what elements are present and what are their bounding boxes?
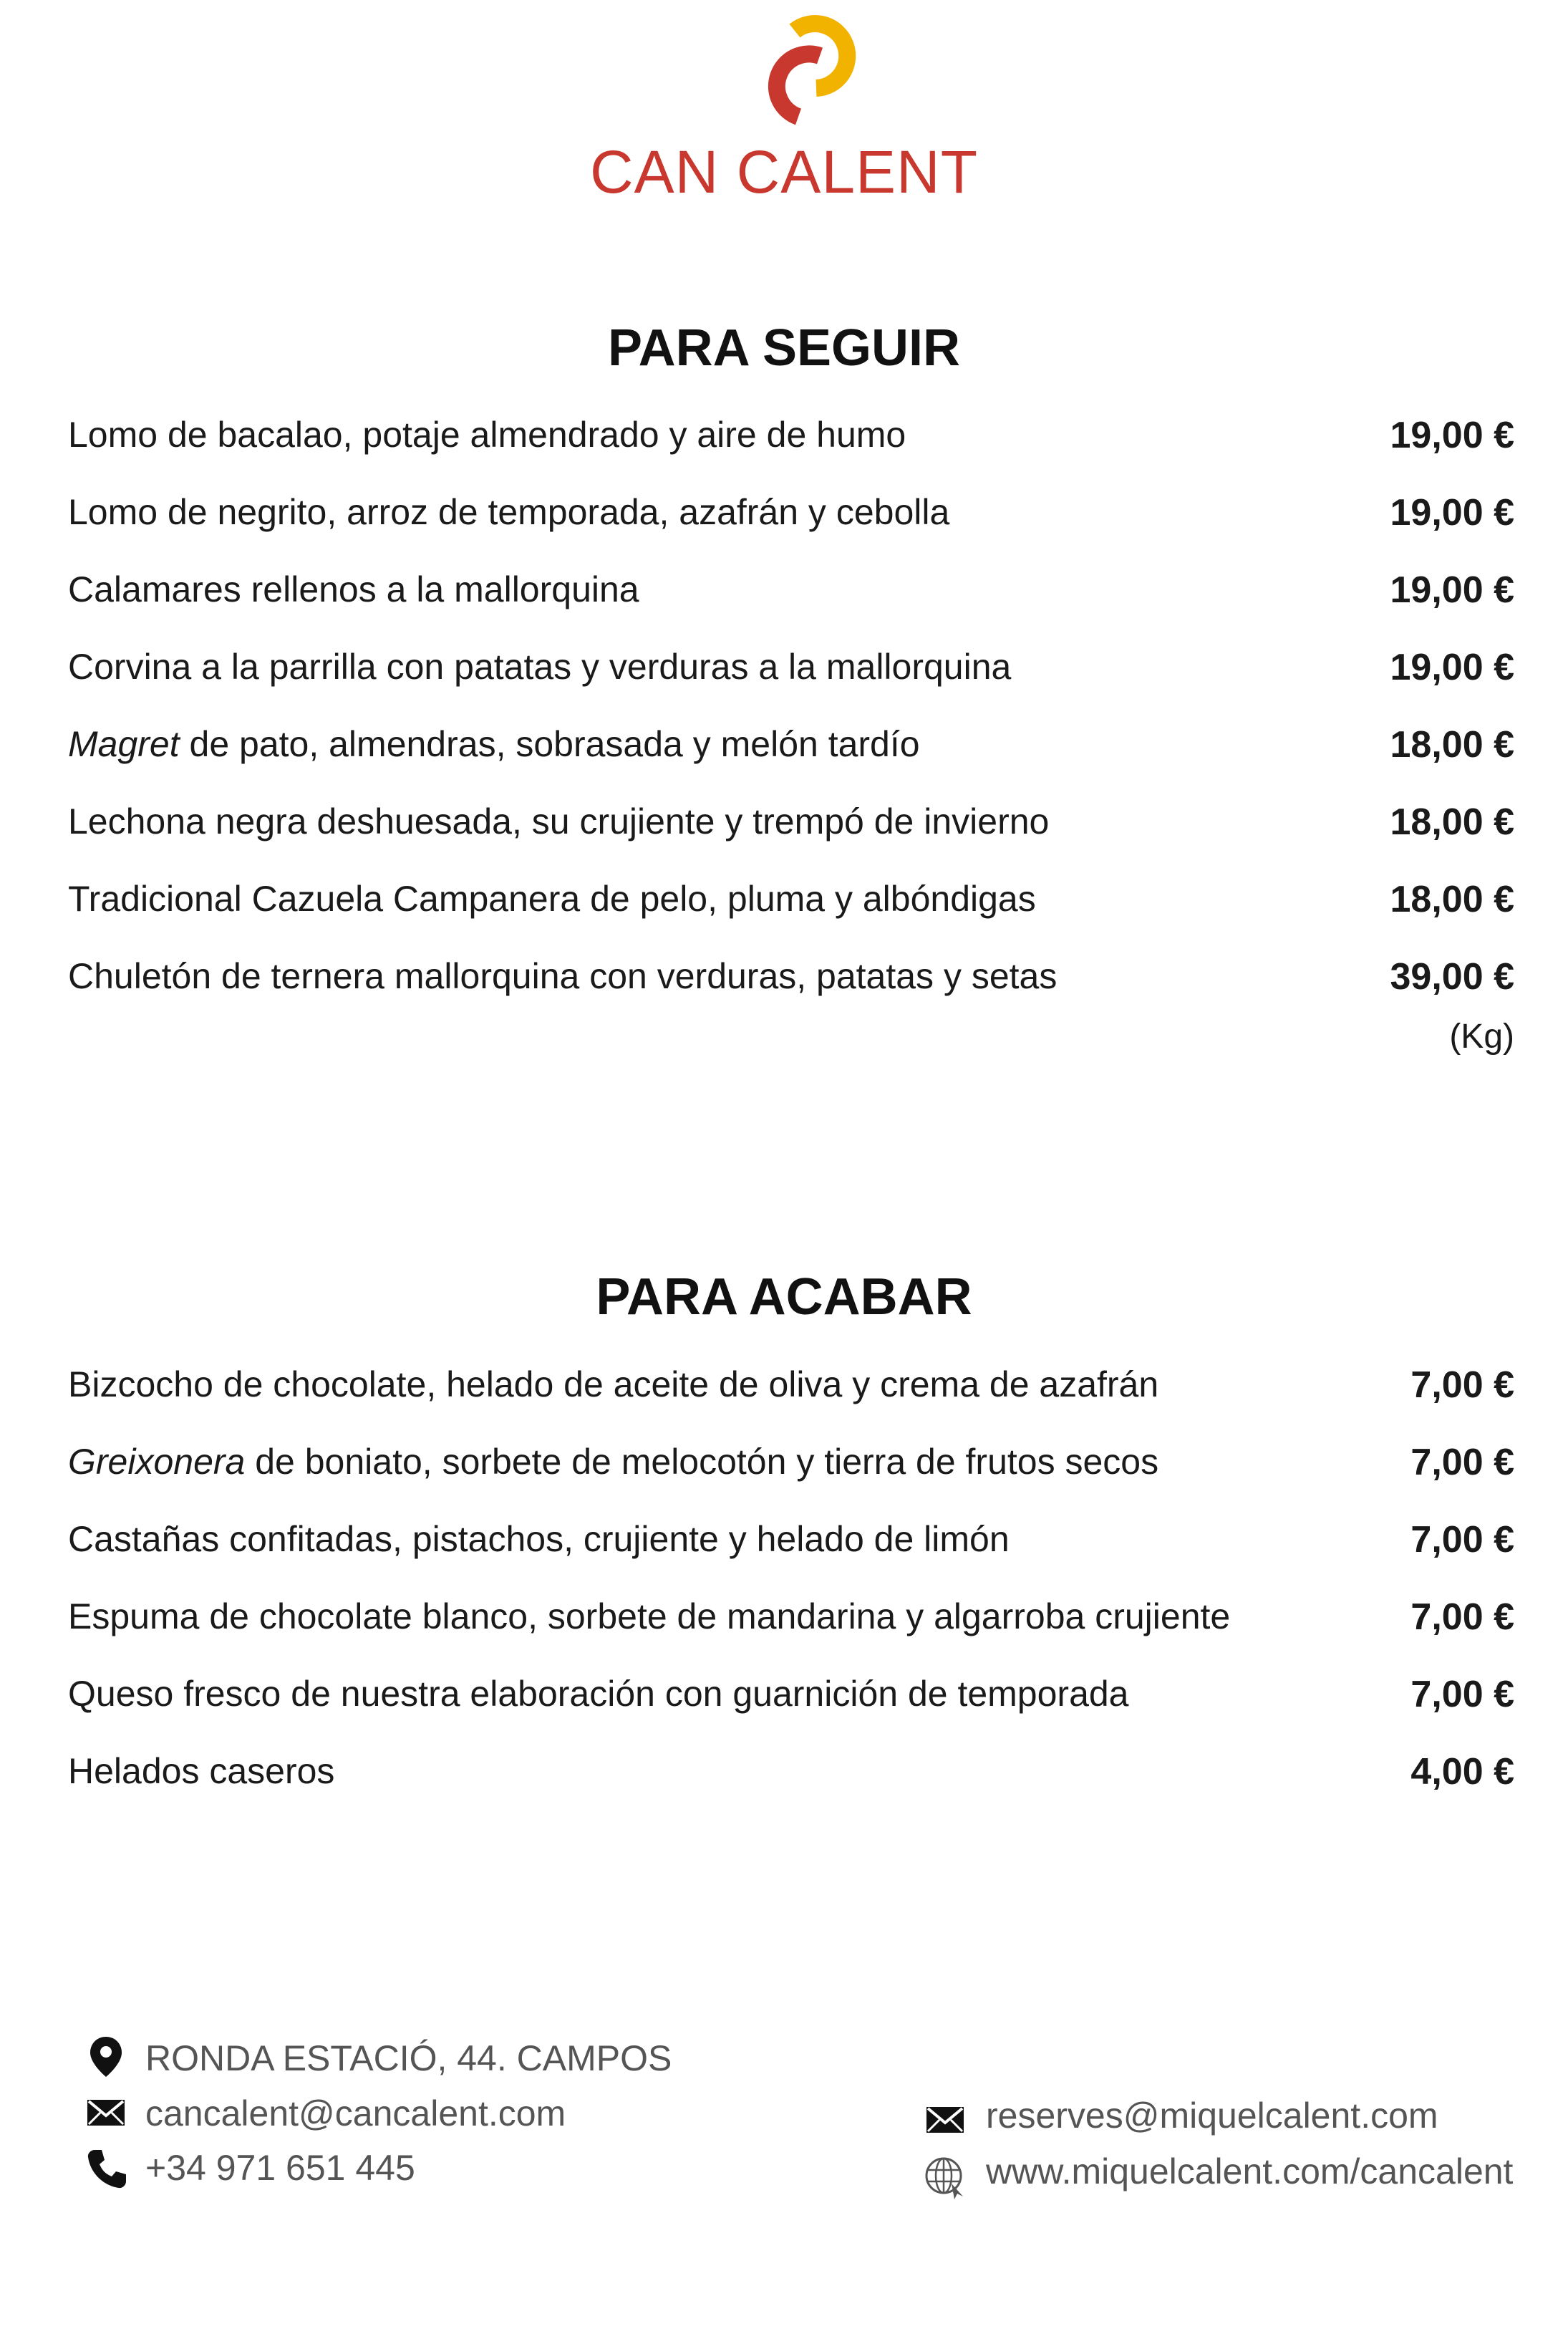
dish-price: 4,00 € xyxy=(1410,1751,1514,1793)
dish-name: Helados caseros xyxy=(68,1751,335,1791)
dish-price: 7,00 € xyxy=(1410,1519,1514,1561)
dish-name: Queso fresco de nuestra elaboración con guarnición de temporada xyxy=(68,1674,1129,1714)
menu-item xyxy=(68,955,1514,1013)
reservations-email-link[interactable]: reserves@miquelcalent.com xyxy=(986,2096,1438,2136)
dish-price: 7,00 € xyxy=(1410,1364,1514,1406)
menu-item xyxy=(68,1518,1514,1576)
website-link[interactable]: www.miquelcalent.com/cancalent xyxy=(986,2151,1514,2191)
location-pin-icon xyxy=(84,2035,127,2078)
section-title-para-seguir: PARA SEGUIR xyxy=(607,319,961,377)
logo xyxy=(0,0,1568,215)
dish-name: Corvina a la parrilla con patatas y verduras a la mallorquina xyxy=(68,647,1012,687)
section-title-para-acabar: PARA ACABAR xyxy=(596,1268,972,1326)
dish-price: 7,00 € xyxy=(1410,1596,1514,1638)
menu-item xyxy=(68,1596,1514,1653)
menu-item xyxy=(68,414,1514,471)
dish-price: 39,00 € xyxy=(1390,956,1514,998)
dish-name: Greixonera de boniato, sorbete de melocotón y tierra de frutos secos xyxy=(68,1442,1159,1482)
globe-icon xyxy=(920,2152,970,2202)
dish-price: 19,00 € xyxy=(1390,569,1514,611)
brand-name: CAN CALENT xyxy=(589,138,979,206)
dish-price: 19,00 € xyxy=(1390,415,1514,456)
dish-price: 7,00 € xyxy=(1410,1442,1514,1483)
phone-icon xyxy=(84,2147,127,2190)
envelope-icon xyxy=(84,2091,127,2134)
dish-name: Lomo de negrito, arroz de temporada, azafrán y cebolla xyxy=(68,492,950,532)
phone-link[interactable]: +34 971 651 445 xyxy=(145,2148,415,2188)
dish-price: 18,00 € xyxy=(1390,879,1514,920)
dish-name: Bizcocho de chocolate, helado de aceite de oliva y crema de azafrán xyxy=(68,1364,1159,1404)
menu-item xyxy=(68,1673,1514,1730)
envelope-icon xyxy=(924,2098,967,2141)
menu-item xyxy=(68,491,1514,549)
dish-name: Espuma de chocolate blanco, sorbete de mandarina y algarroba crujiente xyxy=(68,1596,1231,1636)
dish-name: Lechona negra deshuesada, su crujiente y trempó de invierno xyxy=(68,801,1050,841)
dish-name: Calamares rellenos a la mallorquina xyxy=(68,569,639,609)
email-link[interactable]: cancalent@cancalent.com xyxy=(145,2093,566,2133)
dish-price: 7,00 € xyxy=(1410,1674,1514,1715)
menu-item xyxy=(68,1441,1514,1498)
address-text: RONDA ESTACIÓ, 44. CAMPOS xyxy=(145,2038,672,2078)
dish-price: 18,00 € xyxy=(1390,801,1514,843)
dish-price: 19,00 € xyxy=(1390,647,1514,688)
dish-name: Castañas confitadas, pistachos, crujiente y helado de limón xyxy=(68,1519,1010,1559)
menu-item xyxy=(68,878,1514,935)
dish-name: Magret de pato, almendras, sobrasada y melón tardío xyxy=(68,724,920,764)
menu-item xyxy=(68,1364,1514,1421)
menu-item xyxy=(68,1750,1514,1808)
menu-item xyxy=(68,801,1514,858)
logo-mark-icon xyxy=(752,13,859,135)
dish-name: Chuletón de ternera mallorquina con verduras, patatas y setas xyxy=(68,956,1058,996)
dish-name: Tradicional Cazuela Campanera de pelo, pluma y albóndigas xyxy=(68,879,1036,919)
dish-price: 18,00 € xyxy=(1390,724,1514,766)
dish-name: Lomo de bacalao, potaje almendrado y aire de humo xyxy=(68,415,906,455)
menu-item xyxy=(68,723,1514,781)
menu-item xyxy=(68,569,1514,626)
menu-item xyxy=(68,646,1514,703)
dish-price: 19,00 € xyxy=(1390,492,1514,534)
price-unit-note: (Kg) xyxy=(1449,1018,1514,1056)
